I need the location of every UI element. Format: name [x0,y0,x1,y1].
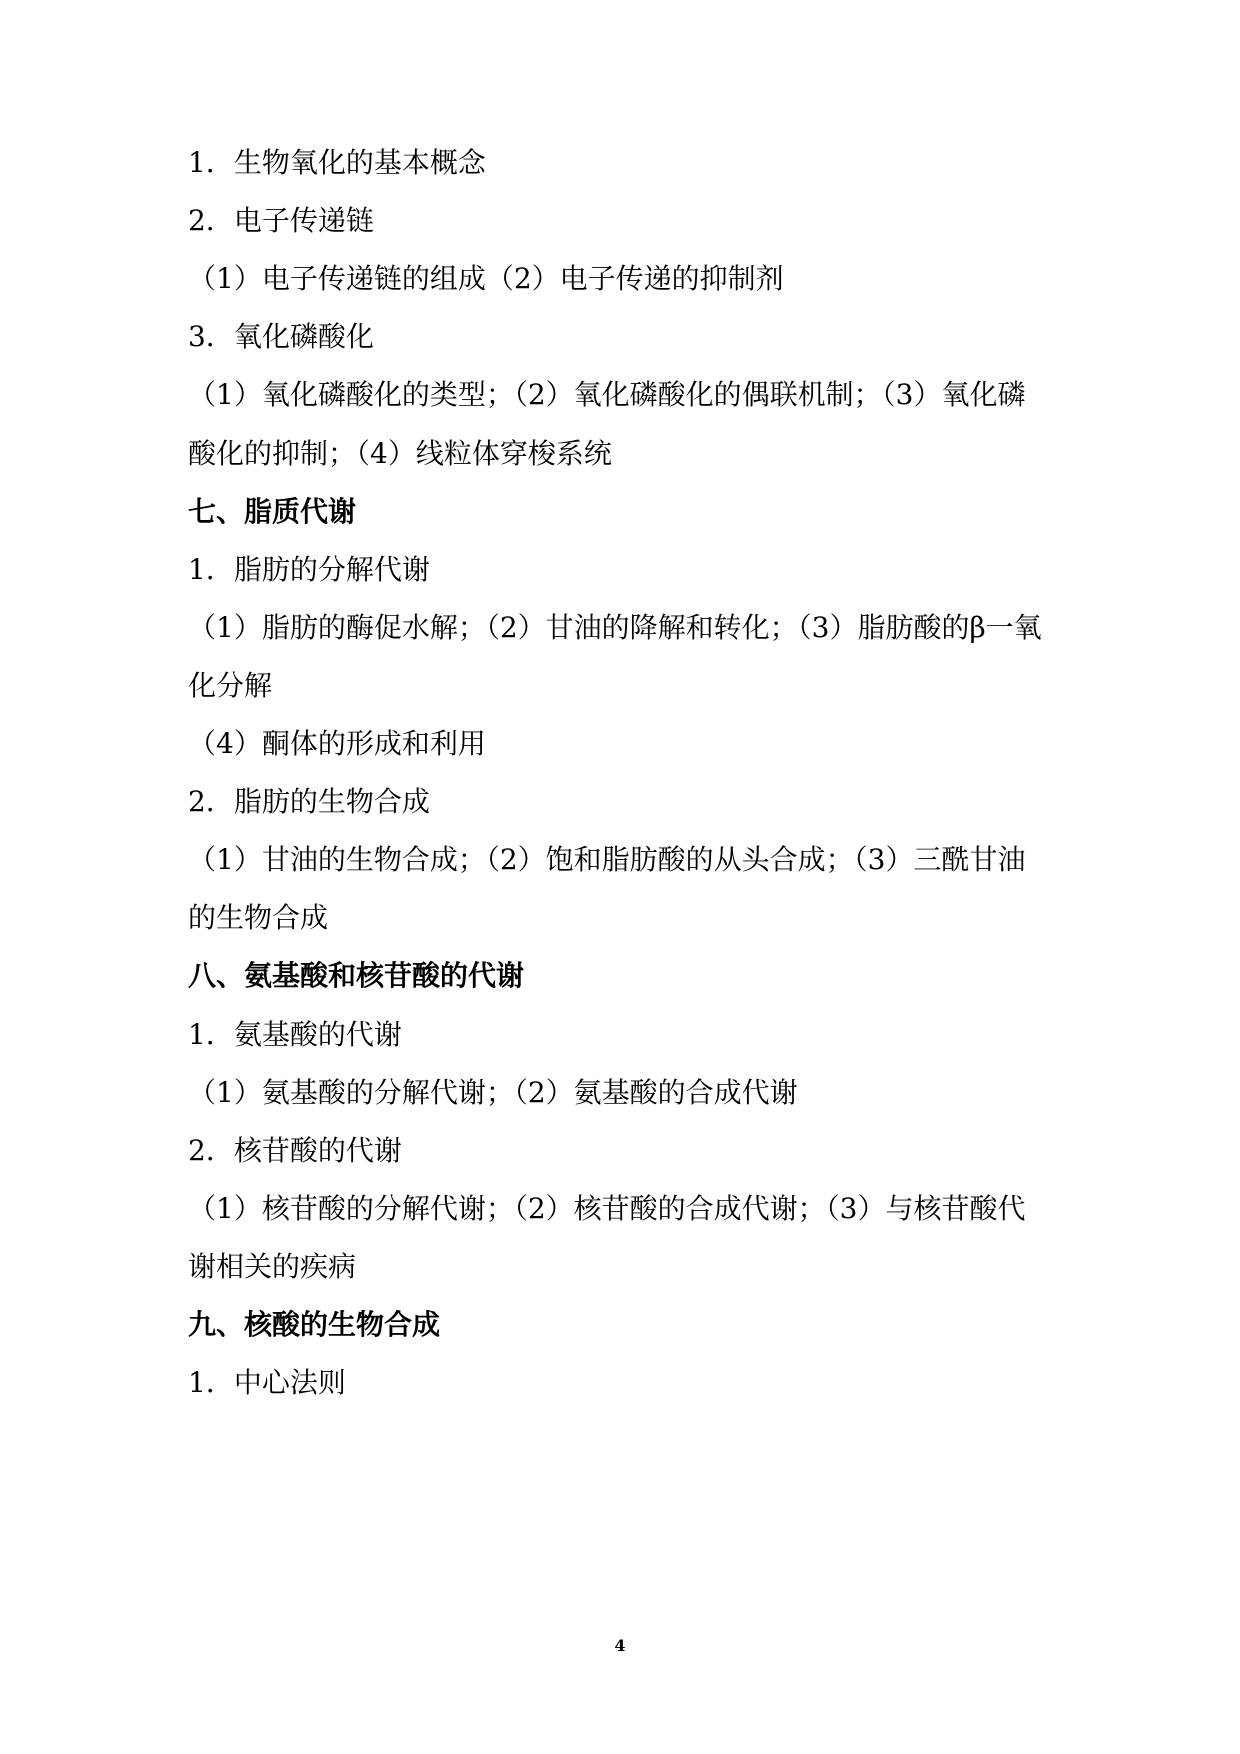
text-line: （1）脂肪的酶促水解；（2）甘油的降解和转化；（3）脂肪酸的β一氧 [188,611,1042,644]
text-line: 化分解 [188,669,273,702]
page-number: 4 [614,1636,626,1655]
text-line: 1．脂肪的分解代谢 [188,553,430,586]
text-line: （4）酮体的形成和利用 [188,727,486,760]
text-line: （1）核苷酸的分解代谢；（2）核苷酸的合成代谢；（3）与核苷酸代 [188,1192,1026,1225]
section-heading: 七、脂质代谢 [188,495,357,528]
text-line: 2．电子传递链 [188,204,374,237]
text-line: 酸化的抑制；（4）线粒体穿梭系统 [188,437,612,470]
text-line: （1）甘油的生物合成；（2）饱和脂肪酸的从头合成；（3）三酰甘油 [188,843,1026,876]
section-heading: 八、氨基酸和核苷酸的代谢 [188,959,525,992]
text-line: 1．氨基酸的代谢 [188,1018,402,1051]
text-line: （1）氨基酸的分解代谢；（2）氨基酸的合成代谢 [188,1076,798,1109]
text-line: 1．中心法则 [188,1366,346,1399]
text-line: 3．氧化磷酸化 [188,320,374,353]
text-line: 谢相关的疾病 [188,1250,357,1283]
section-heading: 九、核酸的生物合成 [188,1308,441,1341]
text-line: 2．脂肪的生物合成 [188,785,430,818]
text-line: 2．核苷酸的代谢 [188,1134,402,1167]
text-line: （1）氧化磷酸化的类型；（2）氧化磷酸化的偶联机制；（3）氧化磷 [188,378,1026,411]
text-line: 的生物合成 [188,901,329,934]
text-line: 1．生物氧化的基本概念 [188,146,486,179]
text-line: （1）电子传递链的组成（2）电子传递的抑制剂 [188,262,784,295]
